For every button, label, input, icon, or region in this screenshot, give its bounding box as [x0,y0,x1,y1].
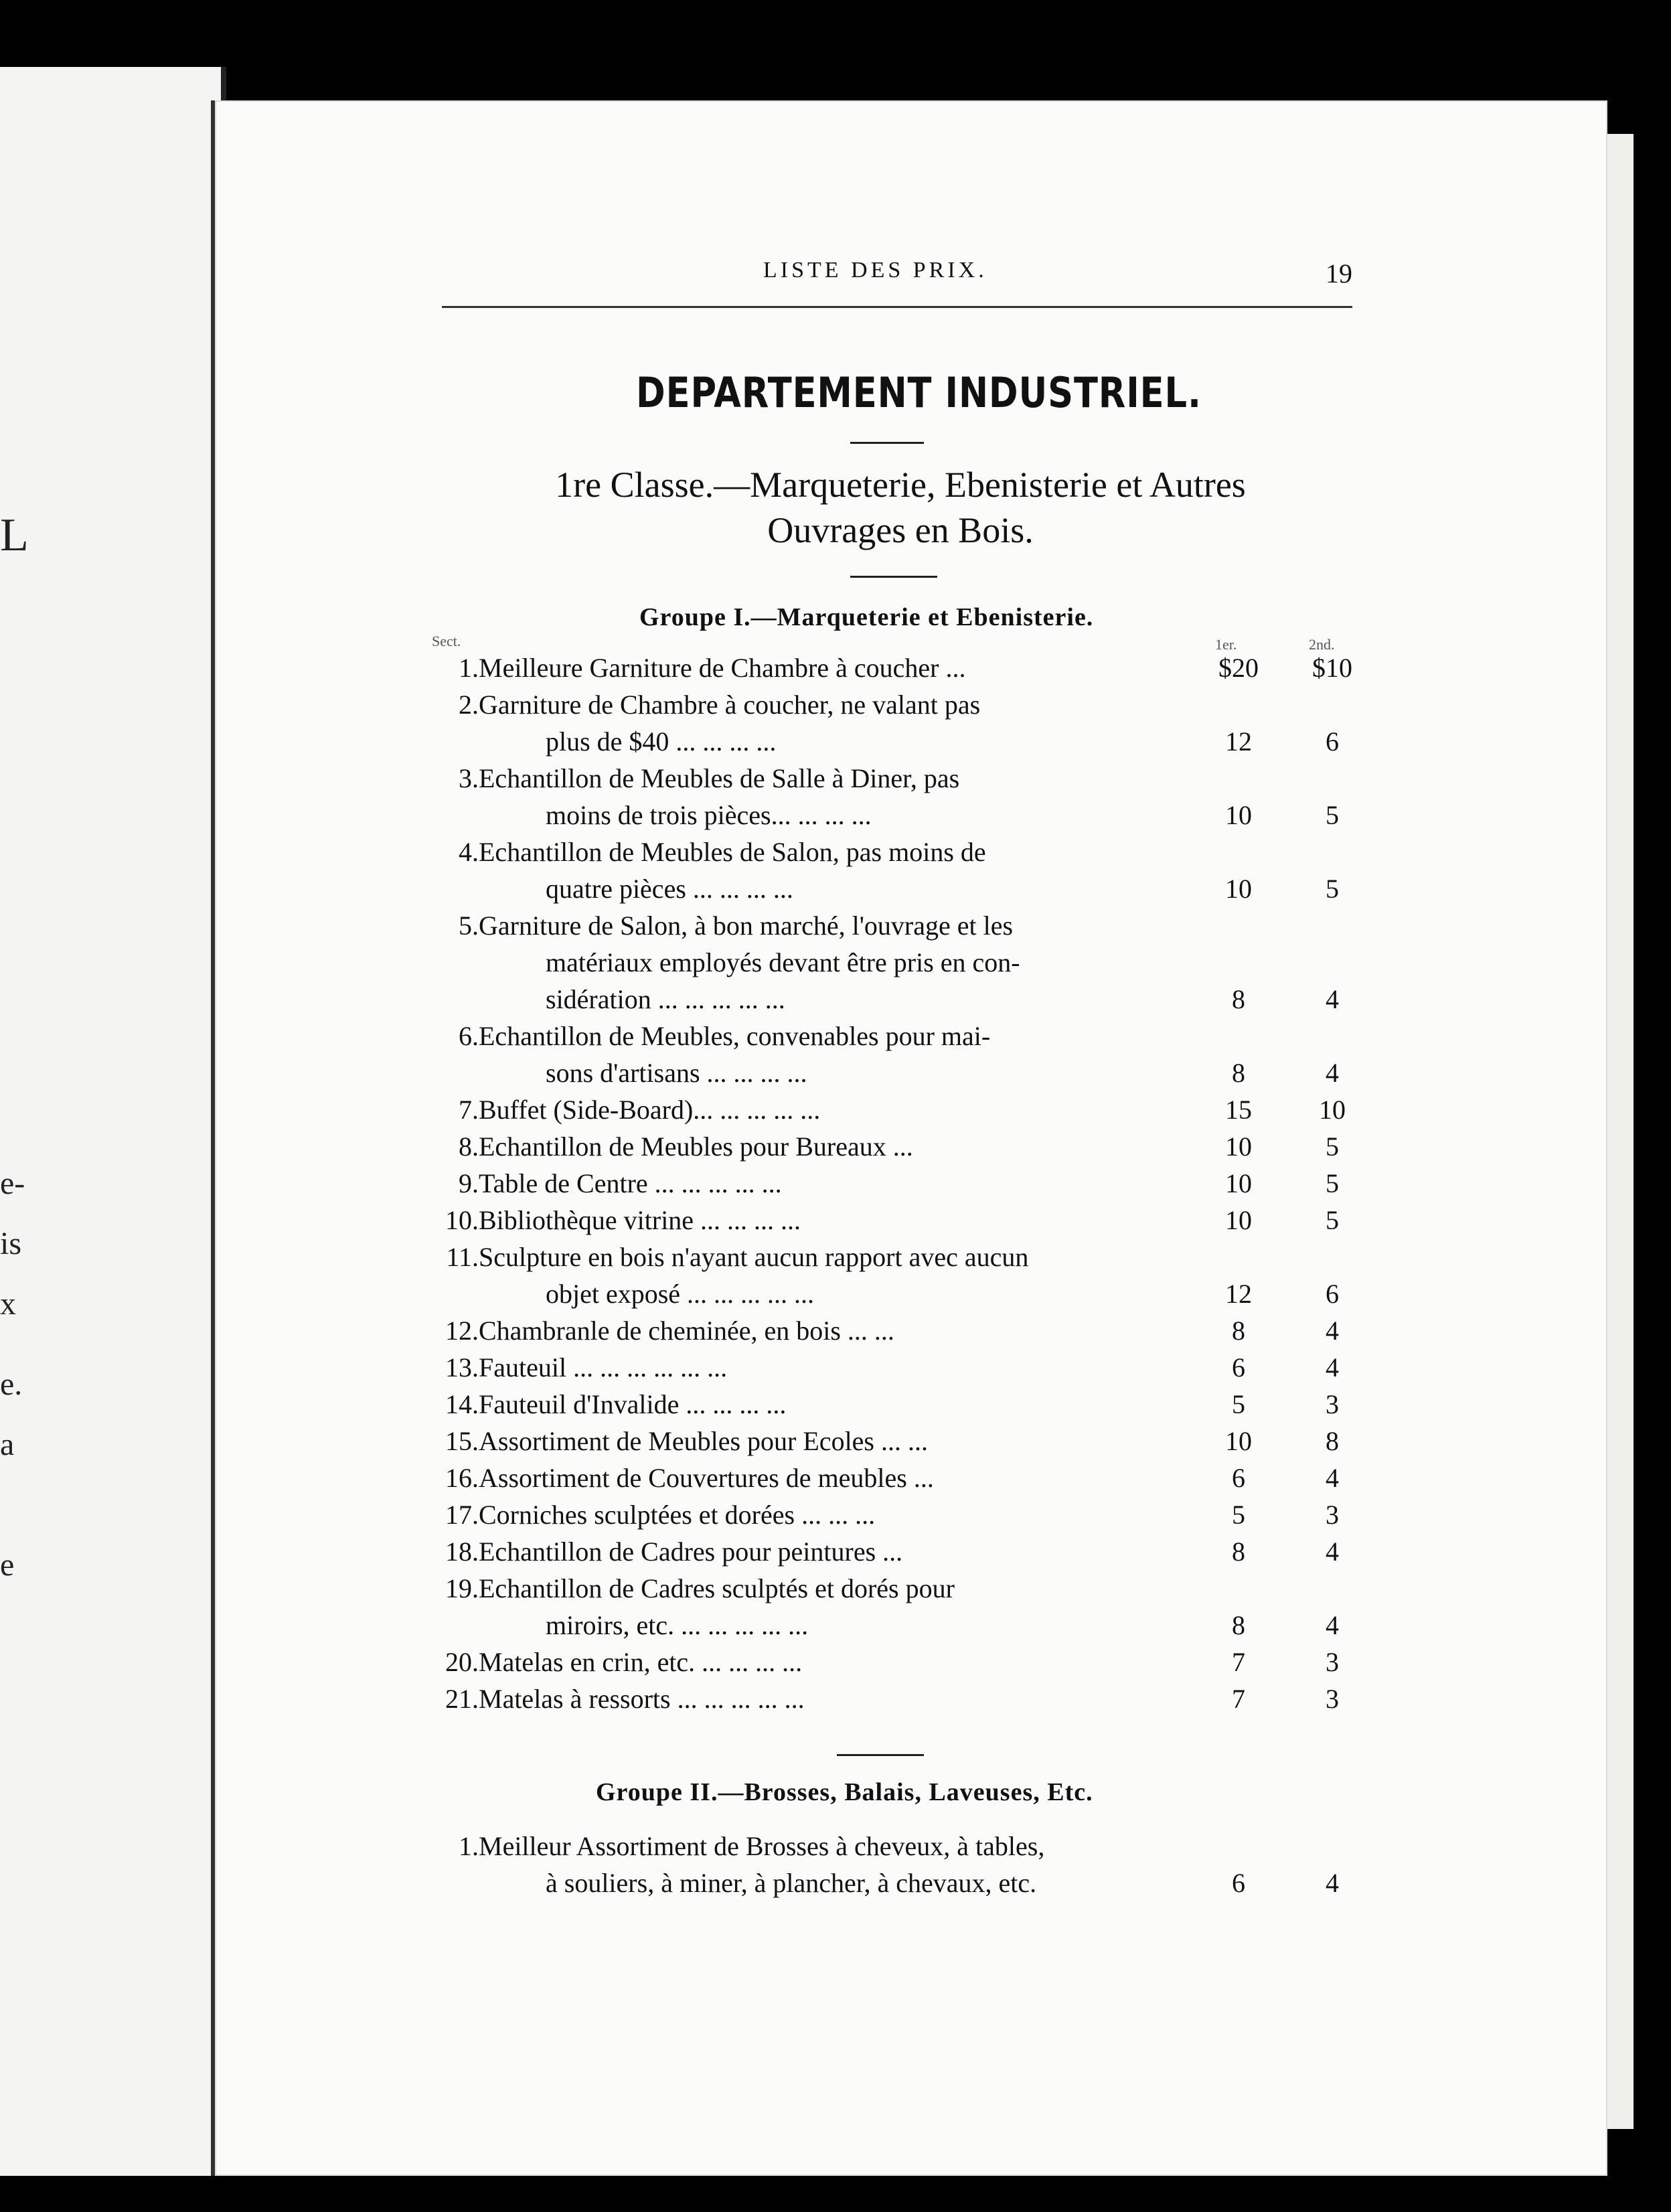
first-prize: 12 [1225,1279,1252,1309]
list-item [415,1091,1366,1128]
list-item [415,1386,1366,1423]
entry-number: 19. [445,1573,479,1603]
list-item [415,1128,1366,1165]
list-item [415,1423,1366,1459]
second-prize: 4 [1326,1316,1339,1346]
list-item [415,1349,1366,1386]
second-prize: $10 [1312,653,1352,683]
list-item [415,760,1366,834]
left-page-fragment: L [0,509,29,561]
second-prize: 4 [1326,1868,1339,1898]
entry-description: Echantillon de Meubles de Salon, pas moins de [479,837,986,867]
first-prize: 5 [1232,1500,1245,1530]
second-prize: 3 [1326,1500,1339,1530]
list-item [415,1312,1366,1349]
left-page-fragment: e- [0,1166,25,1201]
second-prize: 10 [1319,1095,1346,1125]
entry-number: 14. [445,1389,479,1419]
entry-number: 2. [459,690,479,720]
second-prize-label: 2nd. [1309,636,1335,653]
entry-description: Echantillon de Meubles de Salle à Diner, pas [479,763,960,793]
entry-description: Echantillon de Meubles, convenables pour mai- [479,1021,991,1051]
entry-number: 18. [445,1536,479,1567]
class-title-line-2: Ouvrages en Bois. [767,510,1034,550]
second-prize: 5 [1326,1205,1339,1235]
entry-description: Echantillon de Cadres sculptés et dorés pour [479,1573,955,1603]
entry-continuation: quatre pièces ... ... ... ... [546,874,793,904]
entry-number: 20. [445,1647,479,1677]
entry-continuation: miroirs, etc. ... ... ... ... ... [546,1610,809,1640]
second-prize: 4 [1326,1352,1339,1382]
entry-description: Meilleure Garniture de Chambre à coucher ... [479,653,966,683]
list-item [415,1202,1366,1239]
first-prize: 10 [1225,1426,1252,1456]
group-1-entries [415,649,1366,1717]
entry-number: 21. [445,1684,479,1714]
list-item [415,1680,1366,1717]
entry-number: 12. [445,1316,479,1346]
second-prize: 4 [1326,1463,1339,1493]
title-divider [850,442,924,444]
list-item [415,1644,1366,1680]
list-item [415,1165,1366,1202]
first-prize: 5 [1232,1389,1245,1419]
class-divider [850,576,937,578]
second-prize: 6 [1326,1279,1339,1309]
entry-description: Bibliothèque vitrine ... ... ... ... [479,1205,801,1235]
first-prize: 8 [1232,984,1245,1014]
list-item [415,1496,1366,1533]
second-prize: 3 [1326,1684,1339,1714]
first-prize: 6 [1232,1352,1245,1382]
list-item [415,834,1366,907]
entry-description: Buffet (Side-Board)... ... ... ... ... [479,1095,821,1125]
list-item [415,1828,1366,1901]
first-prize: 8 [1232,1316,1245,1346]
first-prize: 10 [1225,800,1252,830]
entry-number: 15. [445,1426,479,1456]
second-prize: 8 [1326,1426,1339,1456]
second-prize: 4 [1326,984,1339,1014]
list-item [415,1018,1366,1091]
first-prize: 6 [1232,1463,1245,1493]
second-prize: 4 [1326,1610,1339,1640]
first-prize: 7 [1232,1647,1245,1677]
entry-description: Garniture de Salon, à bon marché, l'ouvrage et les [479,911,1014,941]
entry-description: Meilleur Assortiment de Brosses à cheveux, à tables, [479,1831,1045,1861]
department-title: DEPARTEMENT INDUSTRIEL. [636,368,1202,417]
list-item [415,1570,1366,1644]
entry-number: 4. [459,837,479,867]
first-prize: 8 [1232,1536,1245,1567]
entry-number: 17. [445,1500,479,1530]
group-2-title: Groupe II.—Brosses, Balais, Laveuses, Etc. [596,1778,1093,1806]
entry-description: Echantillon de Cadres pour peintures ... [479,1536,903,1567]
entry-number: 9. [459,1168,479,1198]
running-title: LISTE DES PRIX. [763,258,987,283]
group-2-entries [415,1828,1366,1901]
entry-continuation: objet exposé ... ... ... ... ... [546,1279,815,1309]
entry-number: 1. [459,1831,479,1861]
entry-description: Garniture de Chambre à coucher, ne valant pas [479,690,981,720]
entry-continuation: matériaux employés devant être pris en con- [546,947,1020,977]
list-item [415,907,1366,1018]
entry-number: 10. [445,1205,479,1235]
entry-number: 3. [459,763,479,793]
class-title-line-1: 1re Classe.—Marqueterie, Ebenisterie et Autres [555,465,1246,505]
second-prize: 5 [1326,800,1339,830]
entry-continuation: sidération ... ... ... ... ... [546,984,785,1014]
entry-description: Fauteuil d'Invalide ... ... ... ... [479,1389,787,1419]
first-prize: 10 [1225,1168,1252,1198]
second-prize: 3 [1326,1647,1339,1677]
sect-label: Sect. [432,633,461,649]
entry-number: 7. [459,1095,479,1125]
entry-number: 11. [446,1242,479,1272]
second-prize: 6 [1326,726,1339,757]
left-page-fragment: is [0,1226,22,1261]
left-page-fragment: a [0,1427,15,1462]
second-prize: 5 [1326,1131,1339,1162]
second-prize: 5 [1326,1168,1339,1198]
list-item [415,1459,1366,1496]
entry-description: Assortiment de Meubles pour Ecoles ... ... [479,1426,928,1456]
first-prize: 6 [1232,1868,1245,1898]
running-header [442,258,1352,318]
first-prize: 10 [1225,1205,1252,1235]
list-item [415,686,1366,760]
entry-description: Table de Centre ... ... ... ... ... [479,1168,782,1198]
group-divider [837,1754,924,1756]
first-prize: $20 [1218,653,1259,683]
entry-number: 5. [459,911,479,941]
first-prize: 12 [1225,726,1252,757]
first-prize: 8 [1232,1058,1245,1088]
first-prize: 10 [1225,1131,1252,1162]
class-title [472,462,1329,553]
second-prize: 4 [1326,1058,1339,1088]
left-page-fragment: e [0,1547,15,1583]
entry-number: 6. [459,1021,479,1051]
entry-number: 8. [459,1131,479,1162]
entry-continuation: moins de trois pièces... ... ... ... [546,800,872,830]
entry-description: Corniches sculptées et dorées ... ... ... [479,1500,876,1530]
entry-description: Matelas en crin, etc. ... ... ... ... [479,1647,803,1677]
entry-continuation: plus de $40 ... ... ... ... [546,726,777,757]
entry-number: 13. [445,1352,479,1382]
entry-description: Echantillon de Meubles pour Bureaux ... [479,1131,913,1162]
entry-number: 1. [459,653,479,683]
second-prize: 4 [1326,1536,1339,1567]
left-page [0,67,226,2176]
entry-description: Chambranle de cheminée, en bois ... ... [479,1316,894,1346]
second-prize: 3 [1326,1389,1339,1419]
entry-continuation: à souliers, à miner, à plancher, à chevaux, etc. [546,1868,1037,1898]
entry-number: 16. [445,1463,479,1493]
page-number: 19 [1326,258,1352,289]
list-item [415,1239,1366,1312]
first-prize: 8 [1232,1610,1245,1640]
first-prize: 10 [1225,874,1252,904]
left-page-fragment: e. [0,1366,23,1402]
entry-description: Sculpture en bois n'ayant aucun rapport avec aucun [479,1242,1029,1272]
entry-continuation: sons d'artisans ... ... ... ... [546,1058,807,1088]
first-prize: 15 [1225,1095,1252,1125]
first-prize-label: 1er. [1215,636,1237,653]
header-rule [442,306,1352,308]
list-item [415,1533,1366,1570]
second-prize: 5 [1326,874,1339,904]
first-prize: 7 [1232,1684,1245,1714]
entry-description: Assortiment de Couvertures de meubles ... [479,1463,934,1493]
group-1-title: Groupe I.—Marqueterie et Ebenisterie. [639,603,1094,631]
entry-description: Fauteuil ... ... ... ... ... ... [479,1352,728,1382]
left-page-fragment: x [0,1286,16,1322]
entry-description: Matelas à ressorts ... ... ... ... ... [479,1684,805,1714]
list-item [415,649,1366,686]
